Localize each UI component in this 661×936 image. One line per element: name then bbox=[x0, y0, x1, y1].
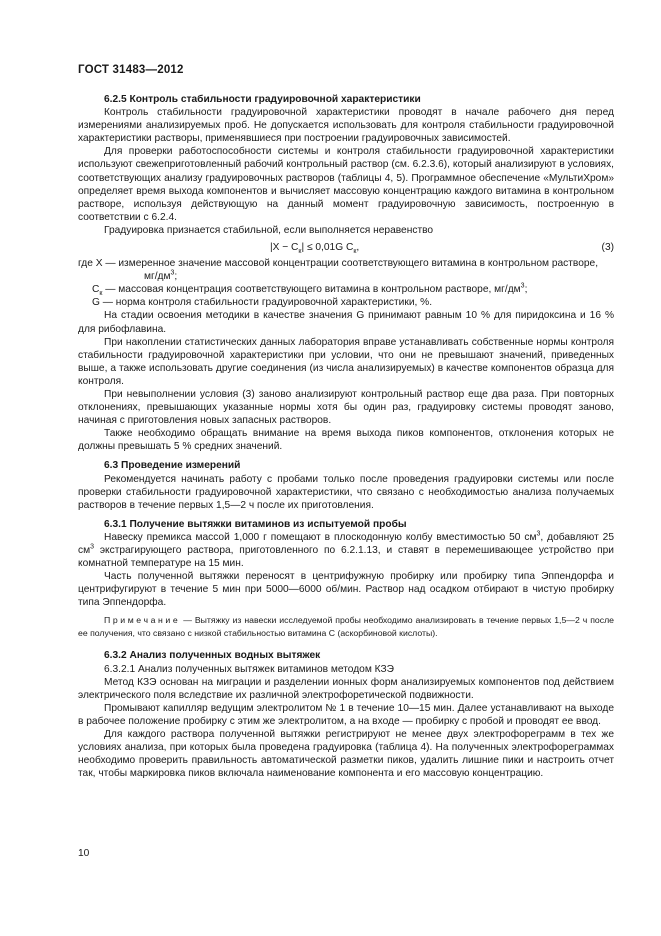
page-content bbox=[78, 93, 614, 780]
formula-number: (3) bbox=[601, 242, 614, 254]
definition-g: G — норма контроля стабильности градуировочной характеристики, %. bbox=[92, 297, 433, 309]
text: , добавляют 25 см bbox=[78, 531, 614, 556]
definition-text: ; bbox=[524, 284, 528, 296]
paragraph: При накоплении статистических данных лаборатория вправе устанавливать собственные нормы контроля стабильности градуировочной характеристики при условии, что они не превышают значений, приведенных выше, а также использовать другие соединения (из числа анализируемых) в качестве компонентов образца для контроля. bbox=[78, 336, 614, 387]
formula-subscript: к bbox=[298, 248, 302, 256]
formula-3 bbox=[78, 240, 614, 256]
subscript: к bbox=[99, 290, 103, 298]
formula-part: | ≤ 0,01G C bbox=[301, 242, 354, 254]
paragraph: Промывают капилляр ведущим электролитом № 1 в течение 10—15 мин. Далее устанавливают на выходе в рабочее положение пробирку с этим же электролитом, а на входе — пробирку с пробой и проводят ее ввод. bbox=[78, 702, 614, 727]
superscript: 3 bbox=[520, 282, 525, 290]
definition-text: — массовая концентрация соответствующего витамина в контрольном растворе, мг/дм bbox=[102, 284, 521, 296]
definition-x bbox=[78, 257, 614, 283]
paragraph: Контроль стабильности градуировочной характеристики проводят в начале рабочего дня перед измерениями анализируемых проб. Не допускается использовать для контроля стабильности градуировочной характеристики растворы, применявшиеся при построении градуировочных зависимостей. bbox=[78, 107, 614, 145]
formula-part: , bbox=[356, 242, 360, 254]
definition-text: где X — измеренное значение массовой концентрации соответствующего витамина в контрольном растворе, мг/дм bbox=[78, 258, 599, 283]
superscript: 3 bbox=[90, 543, 95, 551]
text: экстрагирующего раствора, приготовленного по 6.2.1.13, и ставят в перемешивающее устройство при комнатной температуре на 15 мин. bbox=[78, 545, 614, 570]
paragraph: Градуировка признается стабильной, если выполняется неравенство bbox=[104, 224, 434, 236]
note-label: Примечание bbox=[104, 615, 181, 626]
paragraph: Рекомендуется начинать работу с пробами только после проведения градуировки системы или после проверки стабильности градуировочной характеристики, что связано с необходимостью анализа получаемых растворов в течение первых 1,5—2 ч после их приготовления. bbox=[78, 473, 614, 511]
section-6-3-heading: 6.3 Проведение измерений bbox=[104, 460, 241, 472]
paragraph: Также необходимо обращать внимание на время выхода пиков компонентов, отклонения которых не должны превышать 5 % средних значений. bbox=[78, 428, 614, 453]
paragraph bbox=[78, 531, 614, 570]
section-6-2-5-heading: 6.2.5 Контроль стабильности градуировочной характеристики bbox=[104, 94, 421, 105]
text: Навеску премикса массой 1,000 г помещают в плоскодонную колбу вместимостью 50 см bbox=[104, 531, 537, 543]
paragraph: При невыполнении условия (3) заново анализируют контрольный раствор еще два раза. При повторных отклонениях, превышающих указанные нормы хотя бы один раз, градуировку системы проводят заново, начиная с приготовления новых запасных растворов. bbox=[78, 388, 614, 427]
symbol: C bbox=[92, 284, 100, 296]
paragraph: На стадии освоения методики в качестве значения G принимают равным 10 % для пиридоксина и 16 % для рибофлавина. bbox=[78, 310, 614, 335]
formula-subscript: к bbox=[353, 248, 357, 256]
formula-expression bbox=[270, 241, 359, 254]
standard-header: ГОСТ 31483—2012 bbox=[78, 64, 184, 76]
definition-text: ; bbox=[174, 271, 178, 283]
note bbox=[78, 614, 614, 639]
formula-part: |X − C bbox=[270, 242, 299, 254]
paragraph: Метод КЗЭ основан на миграции и разделении ионных форм анализируемых компонентов под действием электрического поля вследствие их различной электрофоретической подвижности. bbox=[78, 676, 614, 701]
note-text: — Вытяжку из навески исследуемой пробы необходимо анализировать в течение первых 1,5—2 ч после ее получения, что связано с низкой стабильностью витамина С (аскорбиновой кислоты). bbox=[78, 615, 614, 638]
subsection-6-3-2-1: 6.3.2.1 Анализ полученных вытяжек витаминов методом КЗЭ bbox=[104, 663, 394, 675]
paragraph: Часть полученной вытяжки переносят в центрифужную пробирку или пробирку типа Эппендорфа и центрифугируют в течение 5 мин при 5000—6000 об/мин. Раствор над осадком отбирают в чистую пробирку типа Эппендорфа. bbox=[78, 571, 614, 609]
paragraph: Для каждого раствора полученной вытяжки регистрируют не менее двух электрофореграмм в тех же условиях анализа, при которых была проведена градуировка (таблица 4). На полученных электрофореграммах необходимо проверить правильность автоматической разметки пиков, удалить лишние пики и настроить отчет так, чтобы маркировка пиков включала наименование компонента и его массовую концентрацию. bbox=[78, 729, 614, 780]
section-6-3-1-heading: 6.3.1 Получение вытяжки витаминов из испытуемой пробы bbox=[104, 518, 407, 530]
section-6-3-2-heading: 6.3.2 Анализ полученных водных вытяжек bbox=[104, 650, 321, 662]
paragraph: Для проверки работоспособности системы и контроля стабильности градуировочной характеристики используют свежеприготовленный рабочий контрольный раствор (см. 6.2.3.6), который анализируют в условиях, соответствующих анализу градуировочных растворов (таблицы 4, 5). Программное обеспечение «МультиХром» определяет время выхода компонентов и вычисляет массовую концентрацию каждого витамина в контрольном растворе, используя действующую на данный момент градуировочную зависимость, построенную в соответствии с 6.2.4. bbox=[78, 146, 614, 223]
superscript: 3 bbox=[170, 269, 175, 277]
superscript: 3 bbox=[536, 530, 541, 538]
definition-ck bbox=[78, 283, 614, 296]
page-number: 10 bbox=[78, 848, 90, 859]
